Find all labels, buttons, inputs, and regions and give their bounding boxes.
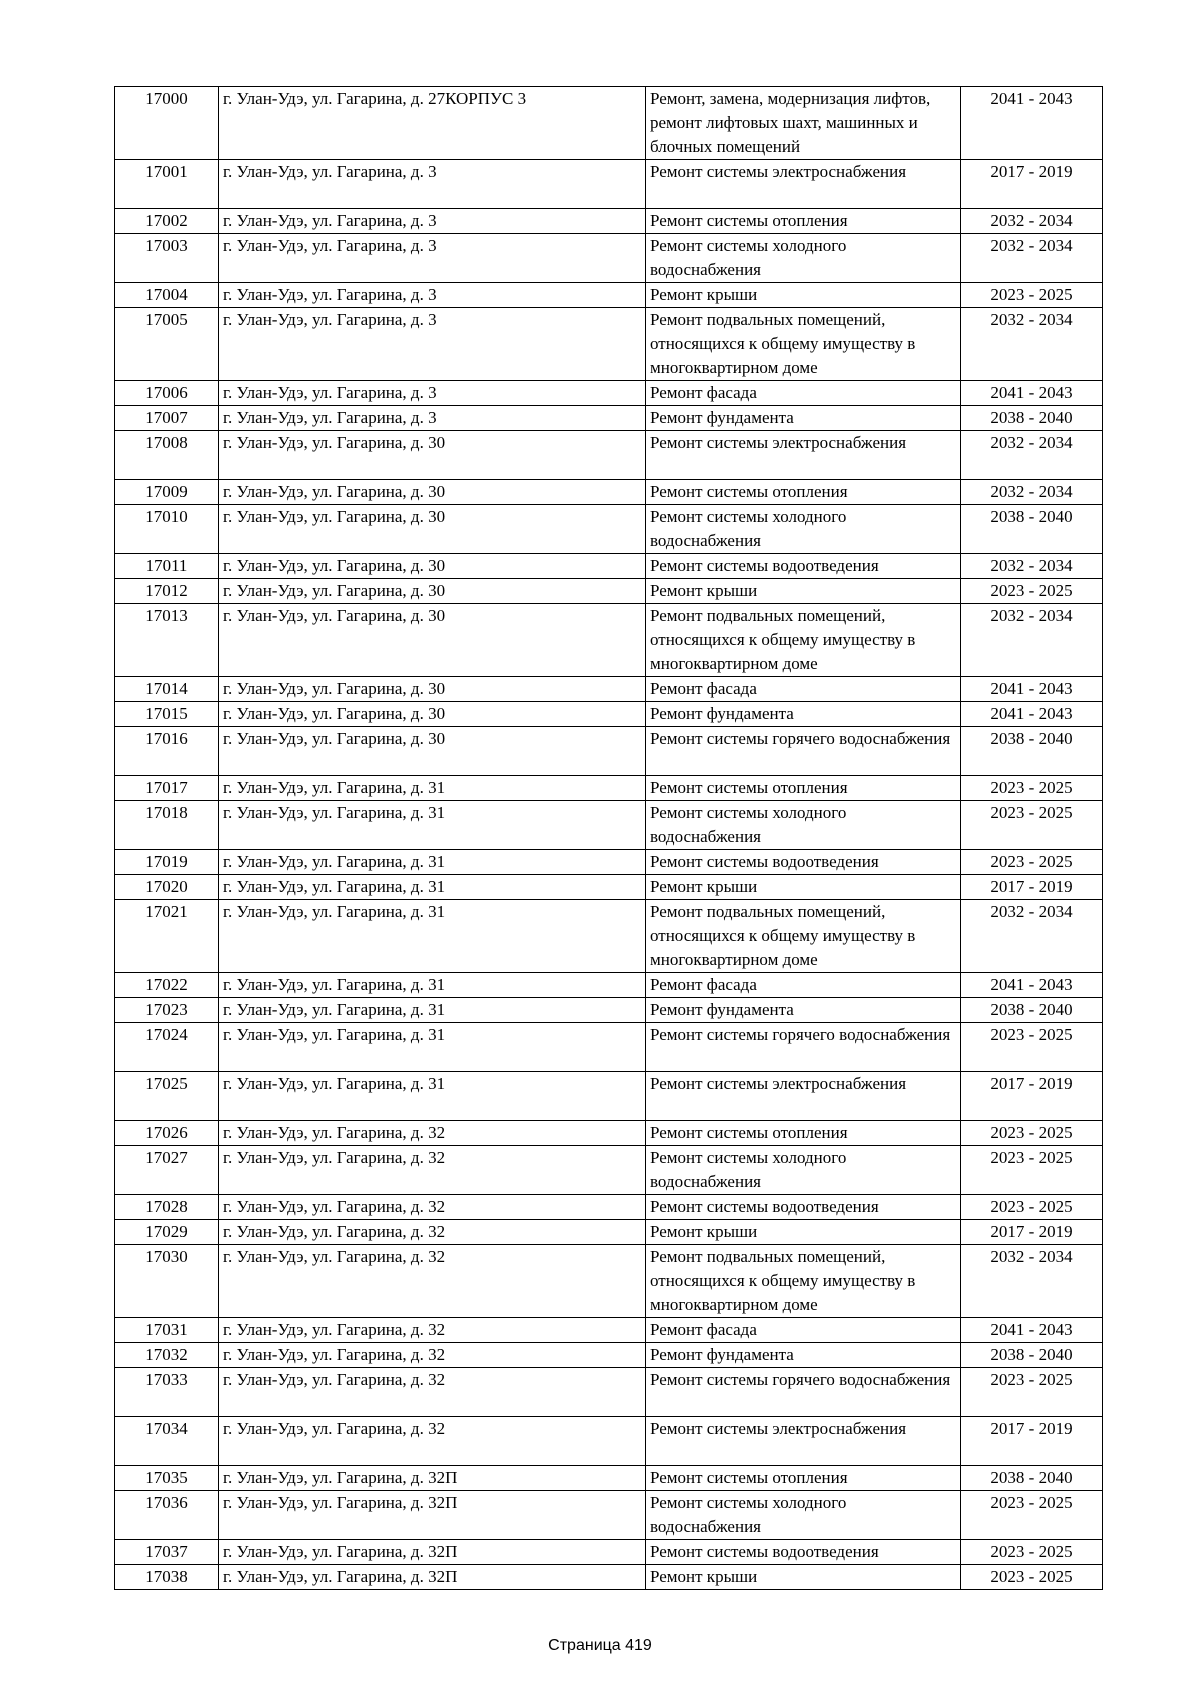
row-period: 2017 - 2019 xyxy=(961,875,1103,900)
row-work-type: Ремонт фасада xyxy=(646,1318,961,1343)
row-address: г. Улан-Удэ, ул. Гагарина, д. 30 xyxy=(219,431,646,480)
row-period: 2038 - 2040 xyxy=(961,406,1103,431)
row-number: 17025 xyxy=(115,1072,219,1121)
row-number: 17002 xyxy=(115,209,219,234)
row-number: 17023 xyxy=(115,998,219,1023)
row-address: г. Улан-Удэ, ул. Гагарина, д. 32 xyxy=(219,1146,646,1195)
row-work-type: Ремонт подвальных помещений, относящихся к общему имуществу в многоквартирном доме xyxy=(646,1245,961,1318)
row-address: г. Улан-Удэ, ул. Гагарина, д. 3 xyxy=(219,283,646,308)
row-period: 2032 - 2034 xyxy=(961,1245,1103,1318)
row-address: г. Улан-Удэ, ул. Гагарина, д. 30 xyxy=(219,604,646,677)
row-period: 2038 - 2040 xyxy=(961,505,1103,554)
row-number: 17003 xyxy=(115,234,219,283)
row-work-type: Ремонт системы холодного водоснабжения xyxy=(646,801,961,850)
table-row xyxy=(115,1540,1103,1565)
row-number: 17029 xyxy=(115,1220,219,1245)
row-number: 17024 xyxy=(115,1023,219,1072)
row-work-type: Ремонт подвальных помещений, относящихся к общему имуществу в многоквартирном доме xyxy=(646,308,961,381)
table-row xyxy=(115,1565,1103,1590)
row-number: 17018 xyxy=(115,801,219,850)
repair-schedule-table xyxy=(114,86,1103,1590)
row-period: 2023 - 2025 xyxy=(961,1491,1103,1540)
row-address: г. Улан-Удэ, ул. Гагарина, д. 3 xyxy=(219,234,646,283)
row-work-type: Ремонт фасада xyxy=(646,677,961,702)
row-number: 17005 xyxy=(115,308,219,381)
row-address: г. Улан-Удэ, ул. Гагарина, д. 32 xyxy=(219,1220,646,1245)
table-row xyxy=(115,1121,1103,1146)
row-work-type: Ремонт системы электроснабжения xyxy=(646,1072,961,1121)
table-row xyxy=(115,579,1103,604)
table-row xyxy=(115,875,1103,900)
row-number: 17037 xyxy=(115,1540,219,1565)
table-row xyxy=(115,431,1103,480)
row-period: 2041 - 2043 xyxy=(961,677,1103,702)
row-work-type: Ремонт фасада xyxy=(646,973,961,998)
row-number: 17020 xyxy=(115,875,219,900)
row-work-type: Ремонт фундамента xyxy=(646,702,961,727)
row-address: г. Улан-Удэ, ул. Гагарина, д. 32 xyxy=(219,1343,646,1368)
row-number: 17038 xyxy=(115,1565,219,1590)
row-address: г. Улан-Удэ, ул. Гагарина, д. 32П xyxy=(219,1491,646,1540)
row-number: 17032 xyxy=(115,1343,219,1368)
row-period: 2023 - 2025 xyxy=(961,801,1103,850)
row-address: г. Улан-Удэ, ул. Гагарина, д. 31 xyxy=(219,1023,646,1072)
table-row xyxy=(115,1195,1103,1220)
table-row xyxy=(115,283,1103,308)
row-work-type: Ремонт фасада xyxy=(646,381,961,406)
row-work-type: Ремонт системы электроснабжения xyxy=(646,160,961,209)
row-work-type: Ремонт системы электроснабжения xyxy=(646,1417,961,1466)
table-row xyxy=(115,160,1103,209)
row-number: 17004 xyxy=(115,283,219,308)
table-row xyxy=(115,505,1103,554)
row-address: г. Улан-Удэ, ул. Гагарина, д. 31 xyxy=(219,776,646,801)
row-number: 17013 xyxy=(115,604,219,677)
table-row xyxy=(115,900,1103,973)
row-work-type: Ремонт системы холодного водоснабжения xyxy=(646,1146,961,1195)
table-row xyxy=(115,1466,1103,1491)
table-row xyxy=(115,1146,1103,1195)
row-work-type: Ремонт системы отопления xyxy=(646,1466,961,1491)
table-row xyxy=(115,604,1103,677)
row-number: 17014 xyxy=(115,677,219,702)
row-work-type: Ремонт крыши xyxy=(646,1565,961,1590)
row-period: 2023 - 2025 xyxy=(961,1565,1103,1590)
row-period: 2023 - 2025 xyxy=(961,579,1103,604)
row-address: г. Улан-Удэ, ул. Гагарина, д. 3 xyxy=(219,160,646,209)
row-work-type: Ремонт системы холодного водоснабжения xyxy=(646,505,961,554)
row-period: 2041 - 2043 xyxy=(961,1318,1103,1343)
row-period: 2032 - 2034 xyxy=(961,604,1103,677)
table-row xyxy=(115,1318,1103,1343)
row-period: 2023 - 2025 xyxy=(961,1540,1103,1565)
row-work-type: Ремонт крыши xyxy=(646,875,961,900)
row-period: 2032 - 2034 xyxy=(961,431,1103,480)
row-period: 2023 - 2025 xyxy=(961,1121,1103,1146)
row-period: 2017 - 2019 xyxy=(961,160,1103,209)
row-address: г. Улан-Удэ, ул. Гагарина, д. 31 xyxy=(219,973,646,998)
row-address: г. Улан-Удэ, ул. Гагарина, д. 32П xyxy=(219,1466,646,1491)
row-work-type: Ремонт системы водоотведения xyxy=(646,1195,961,1220)
row-address: г. Улан-Удэ, ул. Гагарина, д. 32 xyxy=(219,1368,646,1417)
row-number: 17034 xyxy=(115,1417,219,1466)
row-work-type: Ремонт системы холодного водоснабжения xyxy=(646,234,961,283)
table-row xyxy=(115,1245,1103,1318)
row-number: 17031 xyxy=(115,1318,219,1343)
row-period: 2023 - 2025 xyxy=(961,1368,1103,1417)
table-row xyxy=(115,234,1103,283)
row-period: 2032 - 2034 xyxy=(961,480,1103,505)
row-number: 17035 xyxy=(115,1466,219,1491)
row-period: 2023 - 2025 xyxy=(961,1195,1103,1220)
row-address: г. Улан-Удэ, ул. Гагарина, д. 30 xyxy=(219,579,646,604)
row-period: 2023 - 2025 xyxy=(961,283,1103,308)
row-work-type: Ремонт системы холодного водоснабжения xyxy=(646,1491,961,1540)
row-period: 2038 - 2040 xyxy=(961,727,1103,776)
row-period: 2023 - 2025 xyxy=(961,850,1103,875)
row-number: 17009 xyxy=(115,480,219,505)
row-address: г. Улан-Удэ, ул. Гагарина, д. 32 xyxy=(219,1417,646,1466)
row-address: г. Улан-Удэ, ул. Гагарина, д. 32 xyxy=(219,1121,646,1146)
row-period: 2023 - 2025 xyxy=(961,1023,1103,1072)
row-work-type: Ремонт крыши xyxy=(646,283,961,308)
row-address: г. Улан-Удэ, ул. Гагарина, д. 30 xyxy=(219,554,646,579)
table-row xyxy=(115,406,1103,431)
row-address: г. Улан-Удэ, ул. Гагарина, д. 30 xyxy=(219,480,646,505)
row-address: г. Улан-Удэ, ул. Гагарина, д. 31 xyxy=(219,1072,646,1121)
row-period: 2032 - 2034 xyxy=(961,308,1103,381)
row-number: 17015 xyxy=(115,702,219,727)
row-address: г. Улан-Удэ, ул. Гагарина, д. 32П xyxy=(219,1565,646,1590)
table-row xyxy=(115,87,1103,160)
row-work-type: Ремонт системы отопления xyxy=(646,776,961,801)
row-address: г. Улан-Удэ, ул. Гагарина, д. 31 xyxy=(219,998,646,1023)
row-work-type: Ремонт системы водоотведения xyxy=(646,1540,961,1565)
row-work-type: Ремонт, замена, модернизация лифтов, ремонт лифтовых шахт, машинных и блочных помещений xyxy=(646,87,961,160)
row-address: г. Улан-Удэ, ул. Гагарина, д. 31 xyxy=(219,850,646,875)
table-row xyxy=(115,677,1103,702)
row-period: 2032 - 2034 xyxy=(961,234,1103,283)
table-row xyxy=(115,381,1103,406)
row-work-type: Ремонт подвальных помещений, относящихся к общему имуществу в многоквартирном доме xyxy=(646,604,961,677)
table-row xyxy=(115,727,1103,776)
row-number: 17030 xyxy=(115,1245,219,1318)
row-address: г. Улан-Удэ, ул. Гагарина, д. 30 xyxy=(219,727,646,776)
row-period: 2017 - 2019 xyxy=(961,1072,1103,1121)
row-address: г. Улан-Удэ, ул. Гагарина, д. 27КОРПУС 3 xyxy=(219,87,646,160)
row-work-type: Ремонт крыши xyxy=(646,1220,961,1245)
row-period: 2038 - 2040 xyxy=(961,998,1103,1023)
row-work-type: Ремонт системы отопления xyxy=(646,209,961,234)
row-work-type: Ремонт системы горячего водоснабжения xyxy=(646,727,961,776)
table-row xyxy=(115,480,1103,505)
table-row xyxy=(115,776,1103,801)
row-number: 17028 xyxy=(115,1195,219,1220)
row-number: 17019 xyxy=(115,850,219,875)
row-work-type: Ремонт подвальных помещений, относящихся к общему имуществу в многоквартирном доме xyxy=(646,900,961,973)
table-row xyxy=(115,1417,1103,1466)
row-number: 17011 xyxy=(115,554,219,579)
row-address: г. Улан-Удэ, ул. Гагарина, д. 32 xyxy=(219,1245,646,1318)
row-address: г. Улан-Удэ, ул. Гагарина, д. 3 xyxy=(219,381,646,406)
row-period: 2038 - 2040 xyxy=(961,1466,1103,1491)
table-body xyxy=(115,87,1103,1590)
row-number: 17016 xyxy=(115,727,219,776)
row-address: г. Улан-Удэ, ул. Гагарина, д. 32 xyxy=(219,1195,646,1220)
table-row xyxy=(115,1368,1103,1417)
row-period: 2041 - 2043 xyxy=(961,702,1103,727)
table-row xyxy=(115,973,1103,998)
row-period: 2023 - 2025 xyxy=(961,1146,1103,1195)
row-number: 17026 xyxy=(115,1121,219,1146)
row-work-type: Ремонт фундамента xyxy=(646,1343,961,1368)
table-row xyxy=(115,801,1103,850)
row-period: 2023 - 2025 xyxy=(961,776,1103,801)
page-number: Страница 419 xyxy=(548,1637,652,1654)
row-number: 17017 xyxy=(115,776,219,801)
row-work-type: Ремонт системы отопления xyxy=(646,480,961,505)
row-period: 2017 - 2019 xyxy=(961,1417,1103,1466)
table-row xyxy=(115,1072,1103,1121)
row-period: 2038 - 2040 xyxy=(961,1343,1103,1368)
table-row xyxy=(115,308,1103,381)
row-work-type: Ремонт системы электроснабжения xyxy=(646,431,961,480)
row-address: г. Улан-Удэ, ул. Гагарина, д. 32 xyxy=(219,1318,646,1343)
row-address: г. Улан-Удэ, ул. Гагарина, д. 30 xyxy=(219,505,646,554)
row-address: г. Улан-Удэ, ул. Гагарина, д. 30 xyxy=(219,677,646,702)
row-period: 2017 - 2019 xyxy=(961,1220,1103,1245)
row-work-type: Ремонт системы водоотведения xyxy=(646,850,961,875)
row-period: 2041 - 2043 xyxy=(961,973,1103,998)
row-number: 17007 xyxy=(115,406,219,431)
row-address: г. Улан-Удэ, ул. Гагарина, д. 31 xyxy=(219,875,646,900)
row-number: 17027 xyxy=(115,1146,219,1195)
row-work-type: Ремонт системы водоотведения xyxy=(646,554,961,579)
row-work-type: Ремонт крыши xyxy=(646,579,961,604)
table-row xyxy=(115,1491,1103,1540)
row-work-type: Ремонт системы отопления xyxy=(646,1121,961,1146)
row-number: 17021 xyxy=(115,900,219,973)
row-work-type: Ремонт системы горячего водоснабжения xyxy=(646,1023,961,1072)
row-number: 17022 xyxy=(115,973,219,998)
row-work-type: Ремонт фундамента xyxy=(646,998,961,1023)
table-row xyxy=(115,554,1103,579)
row-work-type: Ремонт фундамента xyxy=(646,406,961,431)
table-row xyxy=(115,209,1103,234)
row-number: 17012 xyxy=(115,579,219,604)
row-address: г. Улан-Удэ, ул. Гагарина, д. 32П xyxy=(219,1540,646,1565)
table-row xyxy=(115,1343,1103,1368)
row-number: 17033 xyxy=(115,1368,219,1417)
row-address: г. Улан-Удэ, ул. Гагарина, д. 31 xyxy=(219,900,646,973)
row-address: г. Улан-Удэ, ул. Гагарина, д. 31 xyxy=(219,801,646,850)
row-address: г. Улан-Удэ, ул. Гагарина, д. 3 xyxy=(219,406,646,431)
row-address: г. Улан-Удэ, ул. Гагарина, д. 3 xyxy=(219,209,646,234)
row-number: 17000 xyxy=(115,87,219,160)
table-row xyxy=(115,998,1103,1023)
table-row xyxy=(115,1220,1103,1245)
row-period: 2032 - 2034 xyxy=(961,209,1103,234)
row-number: 17006 xyxy=(115,381,219,406)
row-number: 17001 xyxy=(115,160,219,209)
row-number: 17010 xyxy=(115,505,219,554)
row-period: 2041 - 2043 xyxy=(961,87,1103,160)
row-work-type: Ремонт системы горячего водоснабжения xyxy=(646,1368,961,1417)
row-number: 17036 xyxy=(115,1491,219,1540)
row-number: 17008 xyxy=(115,431,219,480)
row-period: 2041 - 2043 xyxy=(961,381,1103,406)
table-row xyxy=(115,850,1103,875)
row-address: г. Улан-Удэ, ул. Гагарина, д. 30 xyxy=(219,702,646,727)
row-period: 2032 - 2034 xyxy=(961,900,1103,973)
table-row xyxy=(115,1023,1103,1072)
row-period: 2032 - 2034 xyxy=(961,554,1103,579)
row-address: г. Улан-Удэ, ул. Гагарина, д. 3 xyxy=(219,308,646,381)
table-row xyxy=(115,702,1103,727)
